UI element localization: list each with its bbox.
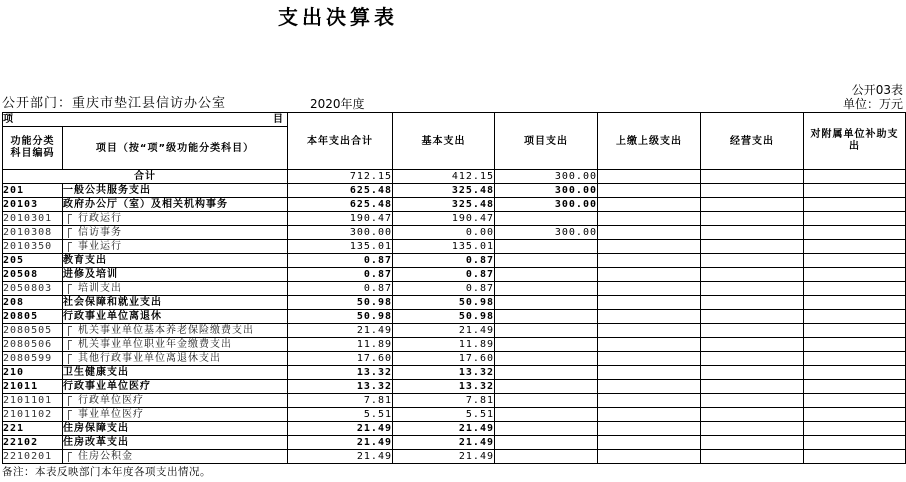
cell-total: 625.48 [288, 198, 393, 212]
cell-business [701, 212, 804, 226]
cell-basic: 325.48 [393, 198, 495, 212]
cell-business [701, 408, 804, 422]
header-upper: 上缴上级支出 [598, 113, 701, 170]
cell-total: 50.98 [288, 310, 393, 324]
table-row [3, 366, 906, 380]
cell-project [495, 436, 598, 450]
row-code: 22102 [3, 436, 63, 450]
cell-business [701, 352, 804, 366]
cell-project [495, 380, 598, 394]
cell-upper [598, 422, 701, 436]
table-row [3, 352, 906, 366]
row-item-name: 进修及培训 [63, 268, 288, 282]
cell-business [701, 226, 804, 240]
cell-total: 50.98 [288, 296, 393, 310]
row-item-name: 行政运行 [63, 212, 288, 226]
cell-basic: 5.51 [393, 408, 495, 422]
cell-project [495, 394, 598, 408]
cell-business [701, 422, 804, 436]
fiscal-year: 2020年度 [310, 97, 365, 111]
header-mu: 目 [273, 114, 284, 125]
cell-upper [598, 254, 701, 268]
row-item-name: 行政单位医疗 [63, 394, 288, 408]
cell-subsidy [804, 212, 906, 226]
table-row [3, 282, 906, 296]
table-row [3, 408, 906, 422]
header-business: 经营支出 [701, 113, 804, 170]
header-basic: 基本支出 [393, 113, 495, 170]
cell-business [701, 324, 804, 338]
cell-business [701, 338, 804, 352]
cell-project [495, 366, 598, 380]
row-code: 2101102 [3, 408, 63, 422]
header-total: 本年支出合计 [288, 113, 393, 170]
cell-basic: 13.32 [393, 366, 495, 380]
cell-subsidy [804, 436, 906, 450]
cell-business [701, 436, 804, 450]
cell-subsidy [804, 254, 906, 268]
cell-business [701, 380, 804, 394]
cell-upper [598, 268, 701, 282]
cell-upper [598, 324, 701, 338]
cell-upper [598, 226, 701, 240]
cell-basic: 13.32 [393, 380, 495, 394]
cell-basic: 50.98 [393, 310, 495, 324]
cell-business [701, 254, 804, 268]
header-subsidy-label: 对附属单位补助支出 [810, 129, 899, 152]
row-code: 2080505 [3, 324, 63, 338]
cell-total: 135.01 [288, 240, 393, 254]
row-item-name: 培训支出 [63, 282, 288, 296]
row-item-name: 信访事务 [63, 226, 288, 240]
row-item-name: 其他行政事业单位离退休支出 [63, 352, 288, 366]
total-cell-basic: 412.15 [393, 170, 495, 184]
cell-business [701, 268, 804, 282]
cell-subsidy [804, 380, 906, 394]
cell-total: 0.87 [288, 254, 393, 268]
row-code: 20103 [3, 198, 63, 212]
cell-project [495, 450, 598, 464]
header-subsidy [804, 113, 906, 170]
total-cell-total: 712.15 [288, 170, 393, 184]
cell-subsidy [804, 366, 906, 380]
cell-upper [598, 436, 701, 450]
cell-project [495, 352, 598, 366]
cell-basic: 50.98 [393, 296, 495, 310]
row-item-name: 行政事业单位医疗 [63, 380, 288, 394]
row-code: 205 [3, 254, 63, 268]
cell-upper [598, 212, 701, 226]
cell-subsidy [804, 338, 906, 352]
cell-business [701, 240, 804, 254]
cell-upper [598, 408, 701, 422]
header-xiang: 项 [3, 114, 14, 125]
cell-business [701, 366, 804, 380]
cell-project [495, 212, 598, 226]
table-row [3, 436, 906, 450]
row-item-name: 住房公积金 [63, 450, 288, 464]
table-row [3, 226, 906, 240]
cell-subsidy [804, 198, 906, 212]
cell-basic: 0.87 [393, 268, 495, 282]
table-row [3, 254, 906, 268]
row-code: 2010308 [3, 226, 63, 240]
table-row [3, 198, 906, 212]
header-item-span [3, 113, 288, 127]
row-code: 208 [3, 296, 63, 310]
cell-project [495, 422, 598, 436]
cell-project [495, 254, 598, 268]
cell-upper [598, 366, 701, 380]
cell-project [495, 268, 598, 282]
header-item-name: 项目（按“项”级功能分类科目） [63, 127, 288, 170]
cell-project: 300.00 [495, 184, 598, 198]
header-code-label: 功能分类科目编码 [10, 136, 55, 159]
row-code: 210 [3, 366, 63, 380]
row-item-name: 事业运行 [63, 240, 288, 254]
cell-total: 21.49 [288, 324, 393, 338]
table-row [3, 450, 906, 464]
table-row [3, 310, 906, 324]
cell-total: 190.47 [288, 212, 393, 226]
table-row [3, 296, 906, 310]
cell-subsidy [804, 352, 906, 366]
cell-total: 0.87 [288, 268, 393, 282]
cell-total: 17.60 [288, 352, 393, 366]
cell-business [701, 282, 804, 296]
table-row [3, 184, 906, 198]
table-row [3, 324, 906, 338]
row-code: 221 [3, 422, 63, 436]
row-code: 2210201 [3, 450, 63, 464]
cell-business [701, 450, 804, 464]
form-number: 公开03表 [851, 83, 903, 97]
row-code: 2101101 [3, 394, 63, 408]
total-label: 合计 [3, 170, 288, 184]
cell-upper [598, 394, 701, 408]
row-item-name: 机关事业单位职业年金缴费支出 [63, 338, 288, 352]
cell-total: 625.48 [288, 184, 393, 198]
total-cell-business [701, 170, 804, 184]
cell-subsidy [804, 282, 906, 296]
total-cell-subsidy [804, 170, 906, 184]
table-row [3, 422, 906, 436]
row-item-name: 教育支出 [63, 254, 288, 268]
cell-subsidy [804, 394, 906, 408]
cell-basic: 0.87 [393, 254, 495, 268]
row-item-name: 社会保障和就业支出 [63, 296, 288, 310]
cell-total: 11.89 [288, 338, 393, 352]
header-project: 项目支出 [495, 113, 598, 170]
cell-total: 21.49 [288, 450, 393, 464]
row-item-name: 事业单位医疗 [63, 408, 288, 422]
cell-basic: 7.81 [393, 394, 495, 408]
row-item-name: 卫生健康支出 [63, 366, 288, 380]
cell-basic: 190.47 [393, 212, 495, 226]
cell-project [495, 296, 598, 310]
cell-total: 13.32 [288, 380, 393, 394]
total-cell-project: 300.00 [495, 170, 598, 184]
cell-basic: 0.87 [393, 282, 495, 296]
row-code: 2010350 [3, 240, 63, 254]
cell-subsidy [804, 324, 906, 338]
row-code: 20805 [3, 310, 63, 324]
cell-subsidy [804, 310, 906, 324]
cell-project: 300.00 [495, 198, 598, 212]
cell-basic: 11.89 [393, 338, 495, 352]
cell-business [701, 310, 804, 324]
cell-business [701, 394, 804, 408]
cell-total: 21.49 [288, 422, 393, 436]
cell-upper [598, 380, 701, 394]
row-code: 201 [3, 184, 63, 198]
row-code: 2080599 [3, 352, 63, 366]
row-code: 2010301 [3, 212, 63, 226]
row-item-name: 住房改革支出 [63, 436, 288, 450]
page-title: 支出决算表 [278, 5, 398, 29]
cell-subsidy [804, 240, 906, 254]
cell-project [495, 310, 598, 324]
cell-upper [598, 240, 701, 254]
expenditure-table [2, 112, 906, 464]
cell-basic: 0.00 [393, 226, 495, 240]
cell-subsidy [804, 408, 906, 422]
cell-upper [598, 282, 701, 296]
cell-project [495, 240, 598, 254]
cell-basic: 21.49 [393, 324, 495, 338]
header-code [3, 127, 63, 170]
cell-total: 7.81 [288, 394, 393, 408]
cell-basic: 325.48 [393, 184, 495, 198]
header-row [3, 113, 906, 127]
cell-basic: 135.01 [393, 240, 495, 254]
row-item-name: 住房保障支出 [63, 422, 288, 436]
cell-basic: 21.49 [393, 422, 495, 436]
cell-upper [598, 184, 701, 198]
cell-upper [598, 198, 701, 212]
row-code: 2050803 [3, 282, 63, 296]
table-row [3, 240, 906, 254]
row-item-name: 行政事业单位离退休 [63, 310, 288, 324]
cell-basic: 21.49 [393, 436, 495, 450]
cell-subsidy [804, 268, 906, 282]
row-code: 2080506 [3, 338, 63, 352]
table-row [3, 268, 906, 282]
cell-project: 300.00 [495, 226, 598, 240]
cell-subsidy [804, 226, 906, 240]
cell-total: 300.00 [288, 226, 393, 240]
cell-business [701, 296, 804, 310]
row-code: 21011 [3, 380, 63, 394]
cell-project [495, 338, 598, 352]
table-body [3, 170, 906, 464]
unit-label: 单位：万元 [842, 97, 903, 111]
cell-upper [598, 338, 701, 352]
total-row [3, 170, 906, 184]
table-row [3, 338, 906, 352]
row-item-name: 政府办公厅（室）及相关机构事务 [63, 198, 288, 212]
row-code: 20508 [3, 268, 63, 282]
cell-subsidy [804, 422, 906, 436]
cell-basic: 21.49 [393, 450, 495, 464]
department-label: 公开部门：重庆市垫江县信访办公室 [2, 96, 227, 111]
cell-subsidy [804, 184, 906, 198]
cell-total: 21.49 [288, 436, 393, 450]
cell-upper [598, 450, 701, 464]
cell-total: 0.87 [288, 282, 393, 296]
table-header [3, 113, 906, 170]
cell-upper [598, 352, 701, 366]
cell-upper [598, 296, 701, 310]
table-row [3, 380, 906, 394]
row-item-name: 一般公共服务支出 [63, 184, 288, 198]
cell-subsidy [804, 450, 906, 464]
cell-total: 5.51 [288, 408, 393, 422]
cell-subsidy [804, 296, 906, 310]
footnote: 备注：本表反映部门本年度各项支出情况。 [2, 466, 211, 478]
cell-basic: 17.60 [393, 352, 495, 366]
cell-project [495, 282, 598, 296]
cell-business [701, 198, 804, 212]
cell-project [495, 408, 598, 422]
cell-project [495, 324, 598, 338]
cell-business [701, 184, 804, 198]
cell-total: 13.32 [288, 366, 393, 380]
total-cell-upper [598, 170, 701, 184]
table-row [3, 394, 906, 408]
table-row [3, 212, 906, 226]
cell-upper [598, 310, 701, 324]
row-item-name: 机关事业单位基本养老保险缴费支出 [63, 324, 288, 338]
